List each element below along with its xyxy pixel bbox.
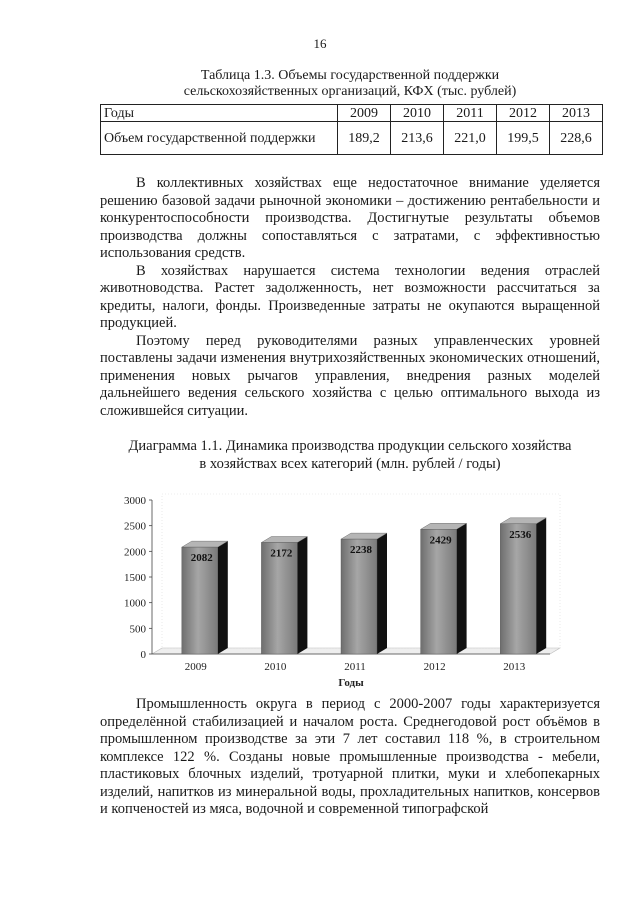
bar-side (297, 537, 307, 654)
table-value-2009: 189,2 (338, 122, 391, 155)
table-value-2012: 199,5 (497, 122, 550, 155)
table-year-2009: 2009 (338, 105, 391, 122)
data-label: 2429 (429, 534, 452, 547)
x-axis-label: Годы (338, 677, 364, 689)
table-value-2011: 221,0 (444, 122, 497, 155)
table-row (101, 122, 603, 155)
y-tick-label: 500 (129, 623, 146, 636)
y-tick-label: 2500 (124, 520, 146, 533)
body-text (100, 175, 600, 420)
table-value-2013: 228,6 (550, 122, 603, 155)
table-caption (100, 68, 600, 100)
closing-text (100, 696, 600, 819)
chart-caption-line-2: в хозяйствах всех категорий (млн. рублей / годы) (199, 456, 501, 472)
y-tick-label: 0 (140, 649, 146, 661)
bar-side (218, 541, 228, 654)
x-tick-label: 2012 (423, 661, 446, 673)
data-label: 2172 (270, 547, 293, 560)
data-label: 2082 (190, 552, 213, 565)
y-tick-label: 1500 (124, 572, 146, 584)
bar-side (377, 533, 387, 654)
x-tick-label: 2013 (503, 661, 526, 673)
table-year-2013: 2013 (550, 105, 603, 122)
chart-caption (100, 437, 600, 473)
table-header-row (101, 105, 603, 122)
table-header-label: Годы (101, 105, 338, 122)
table-year-2010: 2010 (391, 105, 444, 122)
table-caption-line-2: сельскохозяйственных организаций, КФХ (тыс. рублей) (183, 84, 517, 99)
x-tick-label: 2011 (344, 661, 366, 673)
page-number: 16 (313, 36, 327, 51)
data-label: 2238 (350, 544, 372, 557)
bar-side (457, 523, 467, 654)
chart-caption-line-1: Диаграмма 1.1. Динамика производства продукции сельского хозяйства (128, 438, 572, 454)
bar-side (536, 518, 546, 654)
x-tick-label: 2009 (184, 661, 207, 673)
x-tick-label: 2010 (264, 661, 287, 673)
paragraph-3: Поэтому перед руководителями разных управленческих уровней поставлены задачи изменения внутрихозяйственных экономических отношений, применения новых рычагов управления, внедрения разных моделей дальнейшего ведения сельского хозяйства с целью оптимального выхода из сложившейся ситуации. (100, 332, 600, 419)
y-tick-label: 2000 (124, 546, 146, 559)
table-year-2012: 2012 (497, 105, 550, 122)
bar (500, 524, 536, 654)
paragraph-1: В коллективных хозяйствах еще недостаточное внимание уделяется решению базовой задачи рыночной экономики – достижению рентабельности и конкурентоспособности производства. Достигнутые результаты объемов производства должны сопоставляться с затратами, с эффективностью использования средств. (100, 175, 600, 261)
table-caption-line-1: Таблица 1.3. Объемы государственной поддержки (200, 68, 500, 83)
support-table (100, 104, 603, 155)
paragraph-4: Промышленность округа в период с 2000-2007 годы характеризуется определённой стабилизацией и началом роста. Среднегодовой рост объёмов в промышленном производстве за эти 7 лет составил 118 %, в строительном комплексе 122 %. Созданы новые промышленные производства - мебели, пластиковых блочных изделий, тротуарной плитки, муки и хлебопекарных изделий, напитков из минеральной воды, прохладительных напитков, консервов и копченостей из мяса, водочной и современной типографской (100, 696, 600, 817)
bar (341, 539, 377, 654)
table-value-2010: 213,6 (391, 122, 444, 155)
table-year-2011: 2011 (444, 105, 497, 122)
production-chart (100, 482, 580, 690)
y-tick-label: 3000 (124, 495, 146, 507)
bar (421, 529, 457, 654)
paragraph-2: В хозяйствах нарушается система технологии ведения отраслей животноводства. Растет задолженность, нет возможности рассчитаться за кредиты, налоги, фонды. Произведенные затраты не окупаются выращенной продукцией. (100, 262, 600, 331)
table-row-label: Объем государственной поддержки (101, 122, 338, 155)
y-tick-label: 1000 (124, 597, 146, 610)
data-label: 2536 (509, 528, 532, 541)
